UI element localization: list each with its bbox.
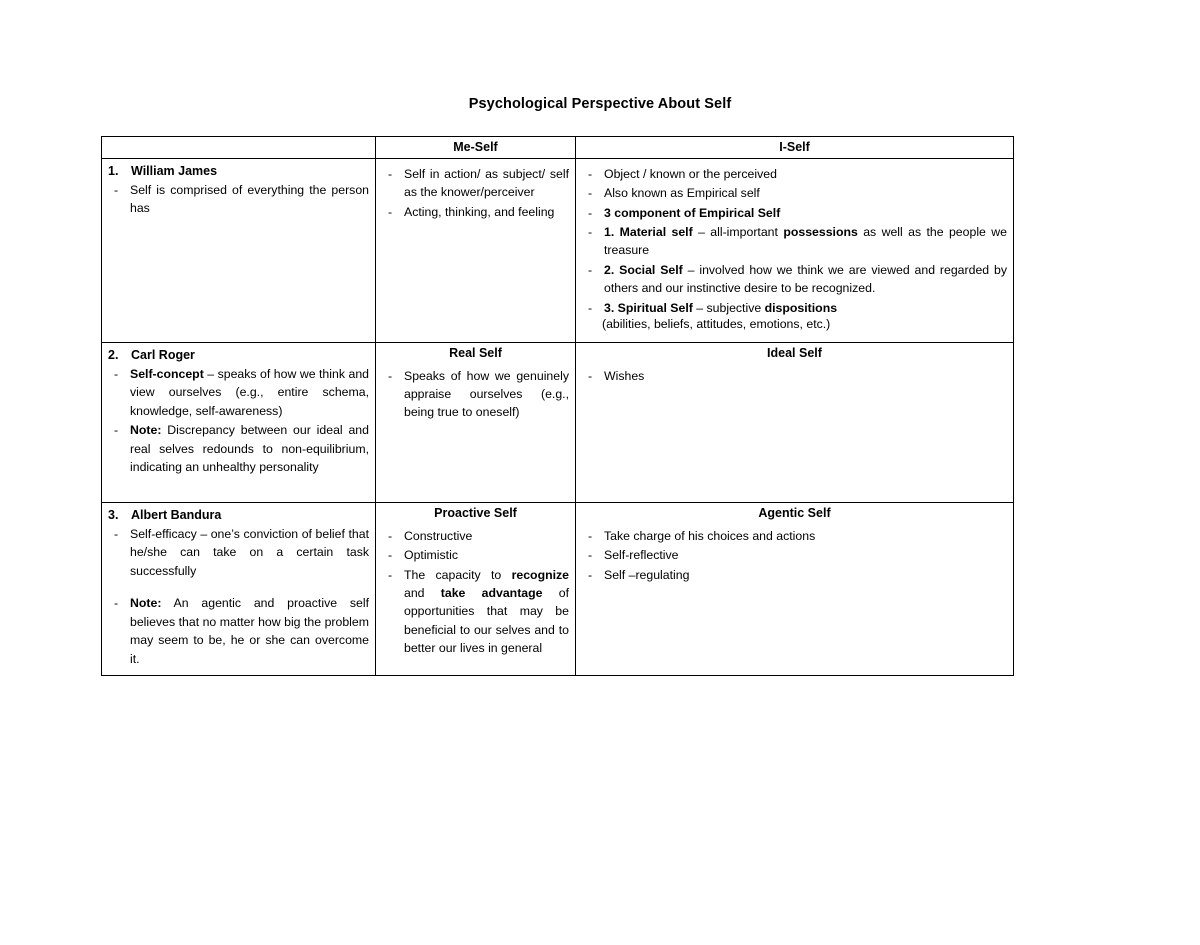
- person-name-row-3: [102, 503, 375, 522]
- list-item: - 1. Material self – all-important possessions as well as the people we treasure: [604, 223, 1007, 260]
- i-self-points-2: [576, 367, 1013, 392]
- cell-me-self-2: [376, 342, 576, 502]
- document-page: [0, 96, 1200, 945]
- header-cell-me-self: [376, 137, 576, 159]
- list-item: - Note: Discrepancy between our ideal and real selves redounds to non-equilibrium, indicating an unhealthy personality: [130, 421, 369, 476]
- list-item: - Note: An agentic and proactive self believes that no matter how big the problem may seem to be, he or she can overcome it.: [130, 594, 369, 668]
- person-number-1: 1.: [108, 163, 119, 178]
- cell-person-3: [102, 503, 376, 676]
- me-self-subheader-2: Real Self: [449, 345, 502, 360]
- me-self-subheader-3: Proactive Self: [434, 506, 517, 521]
- list-item: - Also known as Empirical self: [604, 184, 1007, 202]
- cell-person-1: [102, 158, 376, 342]
- person-points-3: [102, 525, 375, 675]
- list-item: - Wishes: [604, 367, 1007, 385]
- list-item: - 3. Spiritual Self – subjective dispositions: [604, 299, 1007, 317]
- list-item: - Self –regulating: [604, 566, 1007, 584]
- list-item: - Speaks of how we genuinely appraise ourselves (e.g., being true to oneself): [404, 367, 569, 422]
- person-name-row-2: [102, 343, 375, 362]
- table-header-row: [102, 137, 1014, 159]
- me-self-points-1: [376, 165, 575, 228]
- person-number-3: 3.: [108, 508, 119, 523]
- list-item: - 2. Social Self – involved how we think we are viewed and regarded by others and our instinctive desire to be recognized.: [604, 261, 1007, 298]
- person-number-2: 2.: [108, 347, 119, 362]
- header-label-blank: [102, 137, 375, 142]
- person-points-2: [102, 365, 375, 484]
- list-item: - Constructive: [404, 527, 569, 545]
- list-item: - Self is comprised of everything the person has: [130, 181, 369, 218]
- header-cell-i-self: [576, 137, 1014, 159]
- list-item: - Self-reflective: [604, 546, 1007, 564]
- cell-i-self-2: [576, 342, 1014, 502]
- table-row: [102, 158, 1014, 342]
- me-self-points-3: [376, 527, 575, 665]
- cell-me-self-1: [376, 158, 576, 342]
- person-points-1: [102, 181, 375, 225]
- i-self-extra-note-1: (abilities, beliefs, attitudes, emotions, etc.): [602, 317, 831, 332]
- page-title: Psychological Perspective About Self: [468, 96, 732, 112]
- list-item: - Optimistic: [404, 546, 569, 564]
- header-cell-empty: [102, 137, 376, 159]
- person-name-row-1: [102, 159, 375, 178]
- list-item: - Object / known or the perceived: [604, 165, 1007, 183]
- person-label-1: William James: [131, 163, 218, 178]
- list-item: - The capacity to recognize and take advantage of opportunities that may be beneficial to our selves and to better our lives in general: [404, 566, 569, 658]
- i-self-subheader-3: Agentic Self: [758, 506, 831, 521]
- i-self-points-1: [576, 165, 1013, 325]
- list-item: - Self-efficacy – one’s conviction of belief that he/she can take on a certain task successfully: [130, 525, 369, 580]
- me-self-points-2: [376, 367, 575, 429]
- cell-i-self-1: [576, 158, 1014, 342]
- table-row: [102, 503, 1014, 676]
- list-item: - Self in action/ as subject/ self as the knower/perceiver: [404, 165, 569, 202]
- cell-me-self-3: [376, 503, 576, 676]
- list-item: - Self-concept – speaks of how we think and view ourselves (e.g., entire schema, knowledge, self-awareness): [130, 365, 369, 420]
- person-label-3: Albert Bandura: [131, 508, 222, 523]
- i-self-points-3: [576, 527, 1013, 591]
- header-label-i-self: I-Self: [779, 140, 810, 154]
- list-item: - 3 component of Empirical Self: [604, 204, 1007, 222]
- list-item: - Take charge of his choices and actions: [604, 527, 1007, 545]
- cell-i-self-3: [576, 503, 1014, 676]
- i-self-subheader-2: Ideal Self: [767, 345, 822, 360]
- list-item: - Acting, thinking, and feeling: [404, 203, 569, 221]
- psychological-perspective-table: [101, 136, 1014, 676]
- header-label-me-self: Me-Self: [453, 140, 498, 154]
- person-label-2: Carl Roger: [131, 347, 195, 362]
- cell-person-2: [102, 342, 376, 502]
- table-row: [102, 342, 1014, 502]
